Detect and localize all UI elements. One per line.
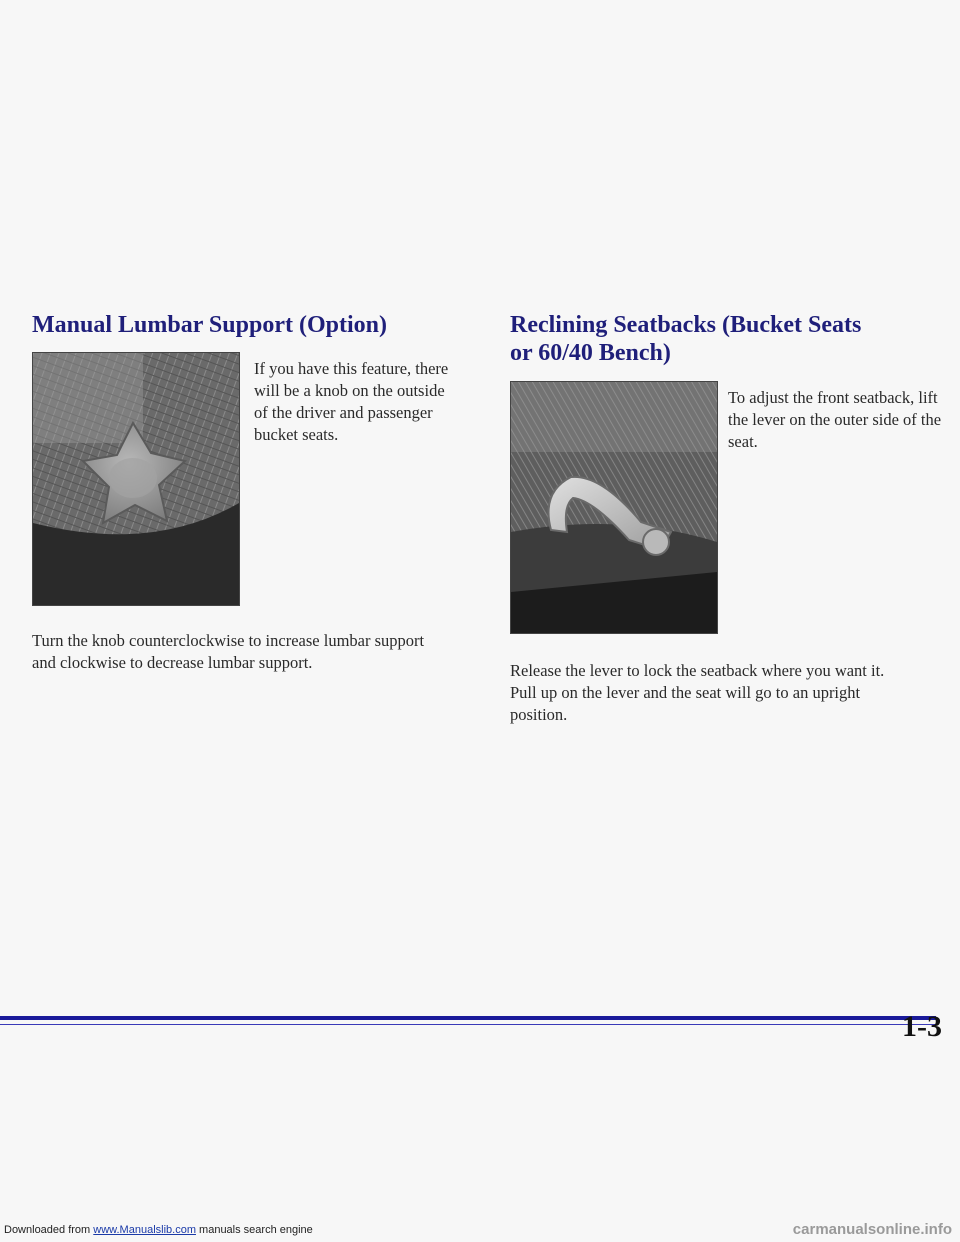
blue-rule-thick [0, 1016, 936, 1020]
reclining-title-line1: Reclining Seatbacks (Bucket Seats [510, 312, 862, 338]
recline-lever-image [511, 382, 717, 633]
page-number: 1-3 [902, 1010, 942, 1043]
download-footer [4, 1224, 313, 1236]
lumbar-knob-image [33, 353, 239, 605]
footer-prefix: Downloaded from [4, 1224, 94, 1236]
recline-lever-photo [510, 381, 718, 634]
footer-suffix: manuals search engine [195, 1224, 313, 1236]
reclining-body-text: Release the lever to lock the seatback where you want it. Pull up on the lever and the seat will go to an upright position. [510, 661, 885, 724]
lumbar-knob-photo [32, 352, 240, 606]
reclining-title-line2: or 60/40 Bench) [510, 340, 671, 366]
lumbar-support-title: Manual Lumbar Support (Option) [32, 312, 387, 338]
lumbar-intro-text: If you have this feature, there will be a knob on the outside of the driver and passenger bucket seats. [254, 359, 449, 444]
manualslib-link[interactable]: www.Manualslib.com [93, 1224, 196, 1236]
blue-rule-thin [0, 1024, 936, 1025]
lumbar-body-text: Turn the knob counterclockwise to increase lumbar support and clockwise to decrease lumbar support. [32, 631, 425, 672]
watermark-text: carmanualsonline.info [792, 1221, 952, 1238]
reclining-intro-text: To adjust the front seatback, lift the lever on the outer side of the seat. [728, 388, 942, 451]
